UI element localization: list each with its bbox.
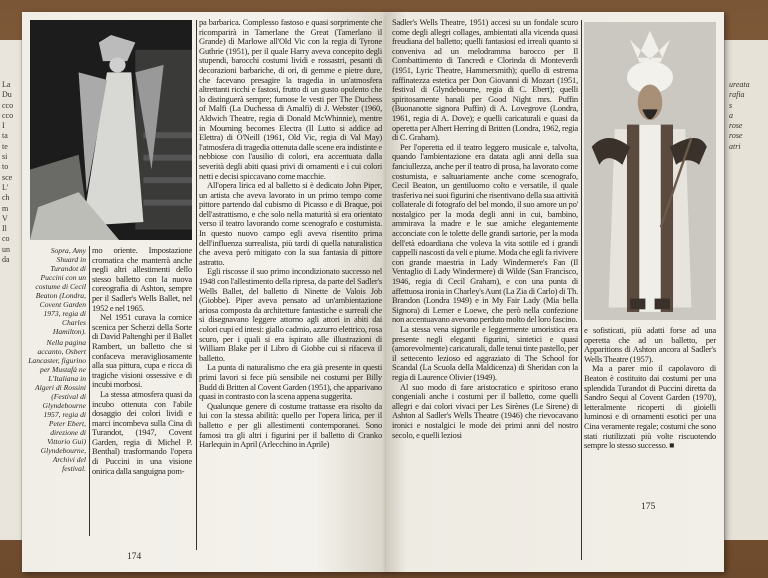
underlying-page-right (724, 40, 768, 540)
page-number: 175 (641, 502, 656, 512)
book-page-175 (386, 12, 724, 572)
text-column-under-illustration: e sofisticati, più adatti forse ad una operetta che ad un balletto, per Apparitions di Ashton ancora al Sadler's Wells Theatre (1957). Ma a parer mio il capolavoro di Beaton è costituito dai costumi per una splendida Turandot di Puccini diretta da Sandro Sequi al Covent Garden (1970), letteralmente ricoperti di gioielli luminosi e di ornamenti esotici per una Cina veramente regale; costumi che sono stati riutilizzati più volte riscuotendo sempre lo stesso successo. ■ (584, 325, 716, 451)
caption-above: Sopra, Amy Shuard in Turandot di Puccini con un costume di Cecil Beaton (Londra, Covent Garden 1973, regia di Charles Hamilton). (35, 246, 86, 336)
photo-caption (28, 246, 86, 475)
column-divider (196, 20, 197, 550)
column-divider (89, 246, 90, 536)
page-fragment-text: ureata rafia s a rose rose atri (729, 80, 750, 151)
page-number: 174 (127, 552, 142, 562)
column-divider (581, 20, 582, 560)
photo-amy-shuard-turandot (30, 20, 192, 240)
costume-sketch-mustafa (584, 22, 716, 320)
book-page-174 (22, 12, 388, 572)
page-fragment-text: La Du cco cco I ta te si to sce L' ch m V Il co un da (2, 80, 14, 265)
text-column-under-photo: mo oriente. Impostazione cromatica che manterrà anche negli altri allestimenti dello stesso balletto con la nuova coreografia di Ashton, sempre per il Sadler's Wells Ballet, nel 1952 e nel 1965. Nel 1951 curava la cornice scenica per Scherzi della Sorte di David Paltenghi per il Ballet Rambert, un balletto che si confaceva meravigliosamente alla sua pittura, cupa e ricca di tragiche visioni ossessive e di incubi morbosi. La stessa atmosfera quasi da incubo ottenuta con l'abile dosaggio dei colori lividi e marci incombeva sulla Cina di Turandot, (1947, Covent Garden, regia di Michel P. Benthal) trasformando l'opera di Puccini in una visione onirica dalla sanguigna pom- (92, 245, 192, 476)
text-column-right: pa barbarica. Complesso fastoso e quasi sorprimente che ricomparirà in Tamerlane the Great (Tamerlano il Grande) di Marlowe all'Old Vic con la regia di Tyrone Guthrie (1951), per il quale Harry aveva concepito degli stupendi, barocchi costumi lividi e rossastri, pesanti di decorazioni barbariche, di ori, di gemme e pietre dure, che facevano presagire la tragedia in un'atmosfera altrettanti ricchi e fastosi, frutto di un gusto opulento che lo distinguerà sempre; fumose le vesti per The Duchess of Malfi (La Duchessa di Amalfi) di J. Webster (1960, Aldwich Theatre, regia di Donald McWhinnie), mentre in Mourning becomes Electra (Il Lutto si addice ad Elettra) di O'Neill (1961, Old Vic, regia di Val May) l'atmosfera di tragedia ottenuta dalle scene era indistinte e nebbiose con l'ausilio di colori, era accentuata dalla severità degli abiti quasi privi di ornamenti e i cui colori netti e decisi spiccavano come macchie. All'opera lirica ed al balletto si è dedicato John Piper, un artista che aveva lavorato in un primo tempo come pittore partendo dal cubismo di Picasso e di Braque, poi dell'astrattismo, e che solo nella maturità si era orientato verso il teatro lavorando come scenografo e costumista. In questo nuovo campo egli aveva risentito prima dell'influenza surrealista, più tardi di quella naturalistica che aveva però mitigato con la sua fantasia di pittore astratto. Egli riscosse il suo primo incondizionato successo nel 1948 con l'allestimento della ripresa, da parte del Sadler's Wells Ballet, del balletto di Ninette de Valois Job (Giobbe). Piper aveva pensato ad un'ambientazione ariosa composta da architetture fantastiche e surreali che si disegnavano leggere attorno agli attori in abiti dai colori cupi ed intesi: giallo cadmio, azzurro elettrico, rosa scuro, per i quali si era ispirato alle illustrazioni di William Blake per il Libro di Giobbe cui si rifaceva il balletto. La punta di naturalismo che era già presente in questi primi lavori si fece più sensibile nei costumi per Billy Budd di Britten al Covent Garden (1951), che apparivano quasi in contrasto con la scena appena suggerita. Qualunque genere di costume trattasse era risolto da lui con la stessa abilità: quello per l'opera lirica, per il balletto e per gli allestimenti contemporanei. Sono famosi tra gli altri i figurini per il balletto di Cranko Harlequin in April (Arlecchino in Aprile) (199, 17, 382, 450)
caption-facing-page: Nella pagina accanto, Osbert Lancaster, figurino per Mustafà ne L'Italiana in Algeri di Rossini (Festival di Glyndebourne 1957, regia di Peter Ebert, direzione di Vittorio Gui) Glyndebourne, Archivi del festival. (28, 338, 86, 473)
text-column-left: Sadler's Wells Theatre, 1951) accesi su un fondale scuro come degli allegri collages, ambientati alla vicenda quasi freudiana del balletto; quelli fantasiosi ed irreali quanto si conveniva ad un melodramma barocco per Il Combattimento di Tancredi e Clorinda di Monteverdi (1951, Lyric Theatre, Hammersmith); quello di estrema raffinatezza estetica per Don Giovanni di Mozart (1951, festival di Glyndebourne, regia di C. Ebert); quelli spiritosamente banali per Good Night mrs. Puffin (Buonanotte signora Puffin) di A. Lovegrove (Londra, 1961, regia di A. Dove); e quelli caricaturali e quasi da operetta per Albert Herring di Britten (Londra, 1962, regia di C. Graham). Per l'operetta ed il teatro leggero musicale e, talvolta, quando l'ambientazione era datata agli anni della sua fanciullezza, anche per il teatro di prosa, ha lavorato come costumista, e saltuariamente anche come scenografo, Cecil Beaton, un gentiluomo colto e versatile, il quale trasferiva nei suoi figurini che risentivano della sua attività collaterale di fotografo del bel mondo, il suo amore un po' nostalgico per la moda degli anni in cui, bambino, ammirava la madre e le sue amiche elegantemente acconciate con le tolette delle grandi sartorie, per la moda dell'età edoardiana che voleva la vita sottile ed i grandi cappelli nascosti da veli e piume. Moda che egli fa rivivere con grande maestria in Lady Windermere's Fan (Il Ventaglio di Lady Windermere) di Wilde (San Francisco, 1946, regia di Cecil Graham), e con una punta di affettuosa ironia in Charley's Aunt (La Zia di Carlo) di Th. Brandon (Londra 1949) e in My Fair Lady (Mia bella Signora) di Lerner e Loewe, che però nella confezione non accentuavano avevano perduto molto del loro fascino. La stessa vena signorile e leggermente umoristica era presente negli eleganti figurini, sintetici e quasi (amorevolmente) caricaturali, dalle tenui tinte pastello, per il settecento lezioso ed aggraziato di The School for Scandal (La Scuola della Maldicenza) di Sheridan con la regia di Laurence Olivier (1949). Al suo modo di fare aristocratico e spiritoso erano congeniali anche i costumi per il balletto, come quelli allegri e dai colori vivaci per Les Sirènes (Le Sirene) di Ashton al Sadler's Wells Theatre (1946) che rievocavano ironici e nostalgici le mode dei primi anni del nostro secolo, e quelli leziosi (392, 17, 578, 440)
underlying-page-left (0, 40, 22, 540)
